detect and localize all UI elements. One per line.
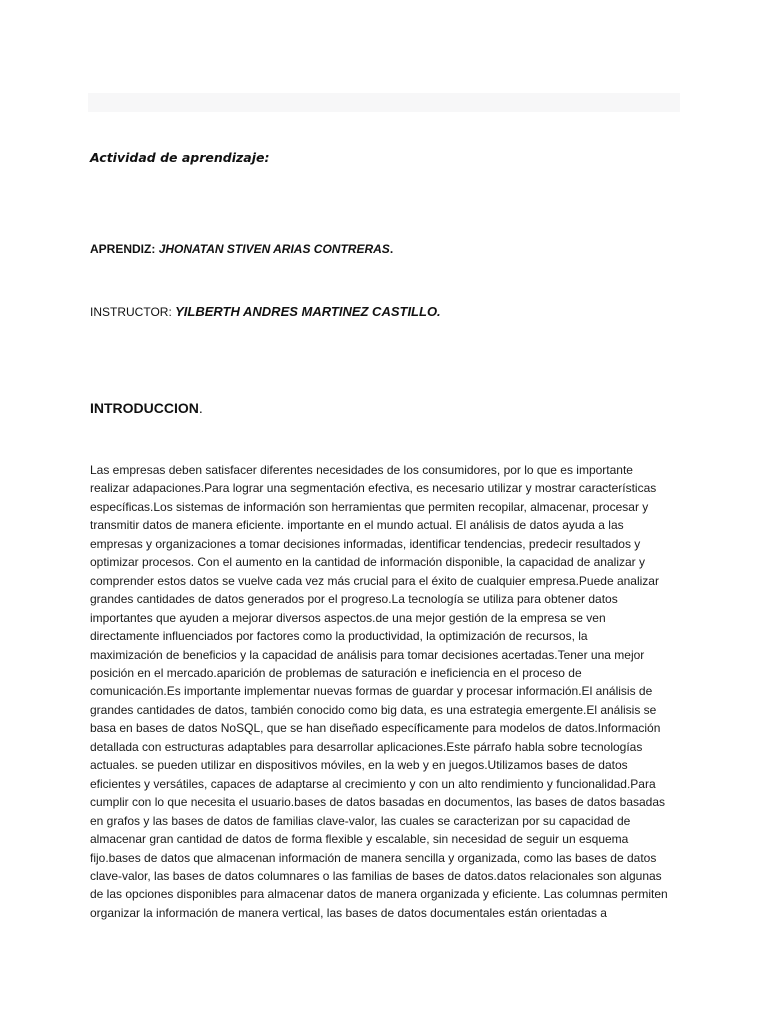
paragraph-line: transmitir datos de manera eficiente. importante en el mundo actual. El análisis de datos ayuda a las (90, 518, 624, 533)
paragraph-line: cumplir con lo que necesita el usuario.bases de datos basadas en documentos, las bases de datos basadas (90, 795, 666, 810)
apprentice-label: APRENDIZ (90, 242, 152, 256)
introduction-heading-suffix: . (198, 400, 203, 416)
paragraph-line: grandes cantidades de datos generados por el progreso.La tecnología se utiliza para obtener datos (90, 592, 618, 607)
paragraph-line: clave-valor, las bases de datos columnares o las familias de bases de datos.datos relacionales son algunas (90, 868, 662, 883)
instructor-separator: : (168, 305, 176, 319)
paragraph-line: Las empresas deben satisfacer diferentes necesidades de los consumidores, por lo que es importante (90, 463, 633, 477)
paragraph-line: en grafos y las bases de datos de familias clave-valor, las cuales se caracterizan por su capacidad de (90, 813, 631, 828)
paragraph-line: realizar adapaciones.Para lograr una segmentación efectiva, es necesario utilizar y mostrar características (90, 481, 657, 496)
paragraph-line: comunicación.Es importante implementar nuevas formas de guardar y procesar información.El análisis de (90, 684, 653, 699)
paragraph-line: almacenar gran cantidad de datos de forma flexible y escalable, sin necesidad de seguir un esquema (90, 832, 629, 847)
paragraph-line: fijo.bases de datos que almacenan información de manera sencilla y organizada, como las bases de datos (90, 850, 657, 865)
paragraph-line: comprender estos datos se vuelve cada vez más crucial para el éxito de cualquier empresa.Puede analizar (90, 573, 659, 588)
paragraph-line: optimizar procesos. Con el aumento en la cantidad de información disponible, la capacidad de analizar y (90, 555, 645, 570)
paragraph-line: actuales. se pueden utilizar en dispositivos móviles, en la web y en juegos.Utilizamos bases de datos (90, 758, 628, 773)
paragraph-line: específicas.Los sistemas de información son herramientas que permiten recopilar, almacenar, procesar y (90, 499, 649, 514)
paragraph-line: directamente influenciados por factores como la productividad, la optimización de recursos, la (90, 629, 588, 644)
apprentice-separator: : (151, 242, 159, 256)
apprentice-name: JHONATAN STIVEN ARIAS CONTRERAS (158, 242, 390, 256)
introduction-heading-text: INTRODUCCION (90, 400, 199, 416)
apprentice-suffix: . (389, 242, 394, 256)
paragraph-line: empresas y organizaciones a tomar decisiones informadas, identificar tendencias, predecir resultados y (90, 536, 641, 551)
paragraph-line: detallada con estructuras adaptables para desarrollar aplicaciones.Este párrafo habla sobre tecnologías (90, 739, 643, 754)
apprentice-line (90, 240, 393, 258)
paragraph-line: maximización de beneficios y la capacidad de análisis para tomar decisiones acertadas.Tener una mejor (90, 647, 645, 662)
paragraph-line: posición en el mercado.aparición de problemas de saturación e ineficiencia en el proceso de (90, 665, 582, 680)
header-band (88, 93, 680, 112)
instructor-name: YILBERTH ANDRES MARTINEZ CASTILLO. (175, 304, 441, 319)
paragraph-line: eficientes y versátiles, capaces de adaptarse al crecimiento y con un alto rendimiento y funcionalidad.Para (90, 776, 656, 791)
activity-title: Actividad de aprendizaje: (90, 150, 270, 165)
paragraph-line: basa en bases de datos NoSQL, que se han diseñado específicamente para modelos de datos.Información (90, 721, 661, 736)
instructor-line (90, 303, 441, 321)
instructor-label: INSTRUCTOR (90, 305, 169, 319)
paragraph-line: organizar la información de manera vertical, las bases de datos documentales están orientadas a (90, 905, 607, 920)
paragraph-line: grandes cantidades de datos, también conocido como big data, es una estrategia emergente.El análisis se (90, 702, 657, 717)
paragraph-line: de las opciones disponibles para almacenar datos de manera organizada y eficiente. Las columnas permiten (90, 887, 668, 902)
introduction-heading (90, 400, 203, 416)
paragraph-line: importantes que ayuden a mejorar diversos aspectos.de una mejor gestión de la empresa se ven (90, 610, 606, 625)
introduction-paragraph (90, 461, 682, 922)
